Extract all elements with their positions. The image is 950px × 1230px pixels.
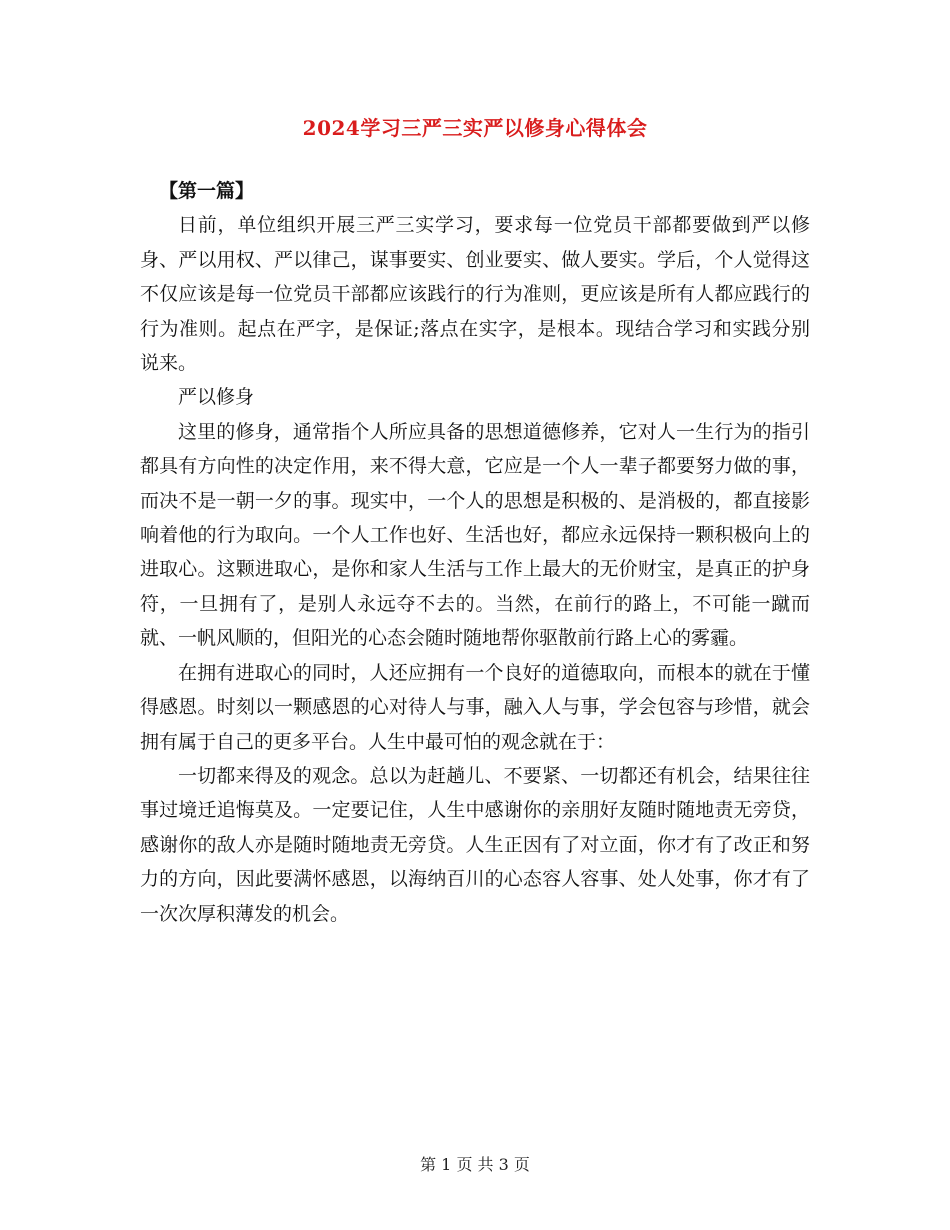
paragraph-lai-de-ji: 一切都来得及的观念。总以为赶趟儿、不要紧、一切都还有机会，结果往往事过境迁追悔莫及。一定要记住，人生中感谢你的亲朋好友随时随地责无旁贷，感谢你的敌人亦是随时随地责无旁贷。人生正因有了对立面，你才有了改正和努力的方向，因此要满怀感恩，以海纳百川的心态容人容事、处人处事，你才有了一次次厚积薄发的机会。 — [140, 764, 810, 925]
document-title: 2024学习三严三实严以修身心得体会 — [302, 116, 648, 140]
paragraph-intro: 日前，单位组织开展三严三实学习，要求每一位党员干部都要做到严以修身、严以用权、严以律己，谋事要实、创业要实、做人要实。学后，个人觉得这不仅应该是每一位党员干部都应该践行的行为准则，更应该是所有人都应践行的行为准则。起点在严字，是保证;落点在实字，是根本。现结合学习和实践分别说来。 — [140, 214, 810, 375]
document-body — [140, 174, 810, 931]
paragraph-xiu-shen: 这里的修身，通常指个人所应具备的思想道德修养，它对人一生行为的指引都具有方向性的决定作用，来不得大意，它应是一个人一辈子都要努力做的事，而决不是一朝一夕的事。现实中，一个人的思想是积极的、是消极的，都直接影响着他的行为取向。一个人工作也好、生活也好，都应永远保持一颗积极向上的进取心。这颗进取心，是你和家人生活与工作上最大的无价财宝，是真正的护身符，一旦拥有了，是别人永远夺不去的。当然，在前行的路上，不可能一蹴而就、一帆风顺的，但阳光的心态会随时随地帮你驱散前行路上心的雾霾。 — [140, 420, 810, 650]
page-number-footer: 第 1 页 共 3 页 — [420, 1155, 530, 1174]
subheading-yan-yi-xiu-shen: 严以修身 — [178, 386, 255, 409]
section-label: 【第一篇】 — [159, 180, 255, 202]
paragraph-gan-en: 在拥有进取心的同时，人还应拥有一个良好的道德取向，而根本的就在于懂得感恩。时刻以一颗感恩的心对待人与事，融入人与事，学会包容与珍惜，就会拥有属于自己的更多平台。人生中最可怕的观念就在于： — [140, 661, 810, 753]
